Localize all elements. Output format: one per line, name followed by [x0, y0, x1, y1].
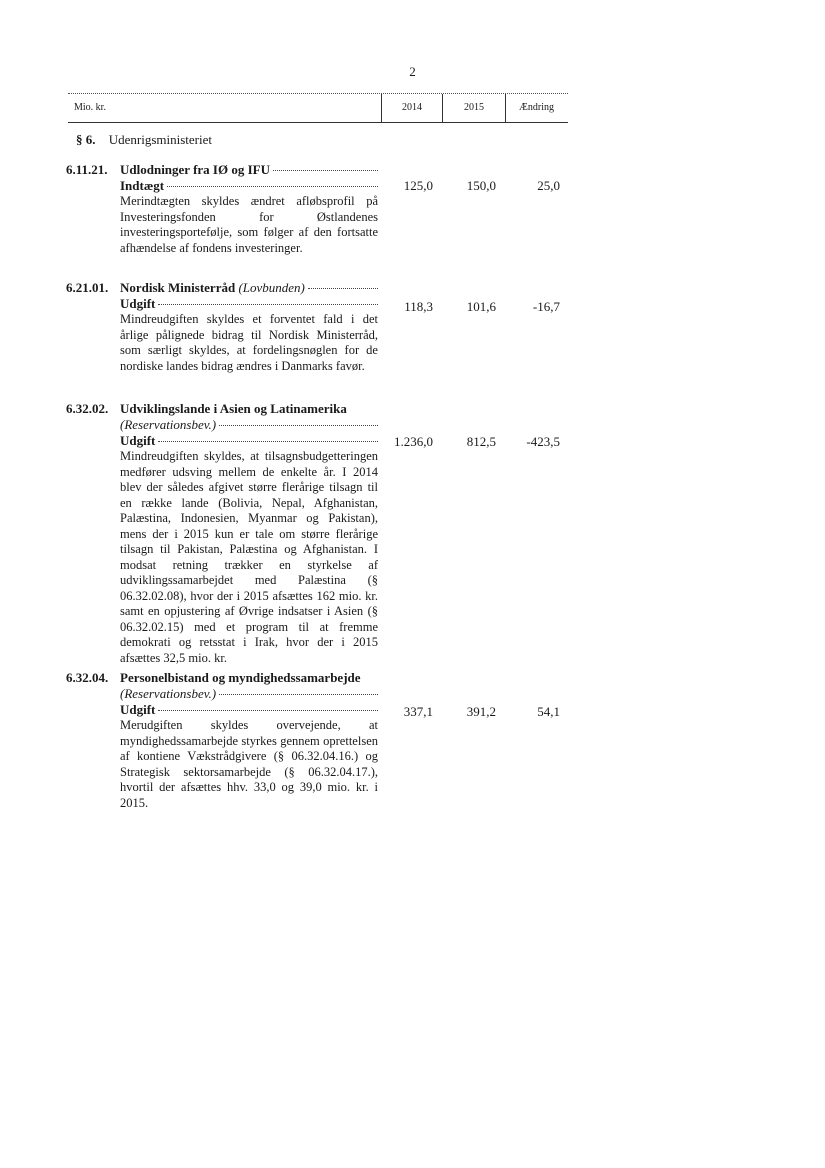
- entry-kind: Udgift: [120, 296, 378, 312]
- entry-number: 6.32.02.: [66, 401, 109, 416]
- value-2014: 1.236,0: [394, 434, 433, 449]
- entry-body: [120, 162, 378, 256]
- column-header-2014: 2014: [381, 94, 442, 122]
- entry-body: [120, 280, 378, 374]
- entry-subtitle-line: [120, 686, 378, 702]
- unit-label: Mio. kr.: [74, 102, 106, 113]
- entry-title: Udviklingslande i Asien og Latinamerika: [120, 401, 347, 416]
- entry-description: Mindreudgiften skyldes, at tilsagnsbudgetteringen medfører udsving mellem de enkelte år. I 2014 blev der således afgivet større flerårige tilsagn til en række lande (Bolivia, Nepal, Afghanistan, Palæstina, Indonesien, Myanmar og Pakistan), mens der i 2015 kun er tale om større flerårige tilsagn til Pakistan, Palæstina og Afghanistan. I modsat retning trækker en styrkelse af udviklingssamarbejdet med Palæstina (§ 06.32.02.08), hvor der i 2015 afsættes 162 mio. kr. samt en opjustering af Øvrige indsatser i Asien (§ 06.32.02.15) med et program til at fremme demokrati og retsstat i Irak, hvor der i 2015 afsættes 32,5 mio. kr.: [120, 449, 378, 665]
- entry-description: Merudgiften skyldes overvejende, at myndighedssamarbejde styrkes gennem oprettelsen af kontiene Vækstrådgivere (§ 06.32.04.16.) og Strategisk sektorsamarbejde (§ 06.32.04.17.), hvortil der afsættes hhv. 33,0 og 39,0 mio. kr. i 2015.: [120, 718, 378, 810]
- entry-subtitle: (Lovbunden): [238, 280, 305, 295]
- page-number: 2: [409, 64, 416, 79]
- section-sign: § 6.: [76, 132, 96, 147]
- entry-kind: Indtægt: [120, 178, 378, 194]
- section-heading: [76, 132, 212, 148]
- entry-description: Mindreudgiften skyldes et forventet fald i det årlige pålignede bidrag til Nordisk Ministerråd, som særligt skyldes, at fordelingsnøglen for de nordiske landes bidrag ændres i Danmarks favør.: [120, 312, 378, 373]
- value-change: 25,0: [537, 178, 560, 193]
- entry-title: Personelbistand og myndighedssamarbejde: [120, 670, 361, 685]
- entry-number: 6.32.04.: [66, 670, 109, 685]
- entry-kind: Udgift: [120, 433, 378, 449]
- column-header-2015: 2015: [442, 94, 506, 122]
- column-header-change: Ændring: [519, 102, 554, 113]
- entry-title: Nordisk Ministerråd (Lovbunden): [120, 280, 378, 296]
- value-2015: 812,5: [466, 434, 496, 449]
- entry-kind: Udgift: [120, 702, 378, 718]
- entry-subtitle-line: [120, 417, 378, 433]
- entry-subtitle: (Reservationsbev.): [120, 686, 217, 701]
- value-change: -423,5: [526, 434, 560, 449]
- value-2014: 337,1: [403, 704, 433, 719]
- entry-body: [120, 670, 378, 811]
- value-2014: 125,0: [403, 178, 433, 193]
- value-2014: 118,3: [404, 299, 433, 314]
- entry-number: 6.11.21.: [66, 162, 108, 177]
- entry-title: Udlodninger fra IØ og IFU: [120, 162, 378, 178]
- section-title: Udenrigsministeriet: [108, 132, 213, 147]
- table-header: [68, 93, 568, 123]
- entry-description: Merindtægten skyldes ændret afløbsprofil på Investeringsfonden for Østlandenes investeringsportefølje, som følger af den fortsatte afhændelse af fondens investeringer.: [120, 194, 378, 255]
- value-2015: 101,6: [466, 299, 496, 314]
- value-2015: 391,2: [466, 704, 496, 719]
- value-change: 54,1: [537, 704, 560, 719]
- entry-number: 6.21.01.: [66, 280, 109, 295]
- value-2015: 150,0: [466, 178, 496, 193]
- entry-subtitle: (Reservationsbev.): [120, 417, 217, 432]
- value-change: -16,7: [532, 299, 560, 314]
- entry-body: [120, 401, 378, 666]
